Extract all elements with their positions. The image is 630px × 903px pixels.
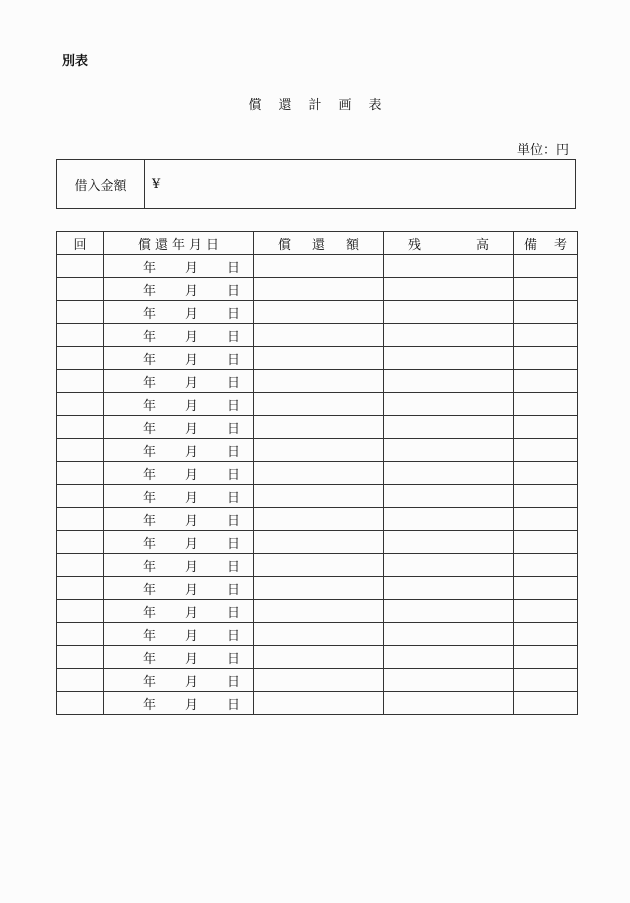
row-number-cell[interactable] — [57, 669, 104, 692]
row-number-cell[interactable] — [57, 439, 104, 462]
date-unit-label: 日 — [226, 582, 240, 598]
header-note-char: 備 — [524, 237, 538, 253]
table-row — [57, 393, 578, 416]
note-cell[interactable] — [514, 301, 578, 324]
date-unit-label: 月 — [184, 536, 198, 552]
repayment-amount-cell[interactable] — [254, 393, 384, 416]
repayment-date-cell[interactable] — [104, 393, 254, 416]
table-row — [57, 255, 578, 278]
row-number-cell[interactable] — [57, 393, 104, 416]
date-unit-label: 年 — [143, 559, 157, 575]
row-number-cell[interactable] — [57, 577, 104, 600]
table-row — [57, 577, 578, 600]
date-unit-label: 年 — [143, 444, 157, 460]
page-title: 償還計画表 — [248, 98, 399, 113]
table-row — [57, 324, 578, 347]
table-header-row — [57, 232, 578, 255]
date-unit-label: 日 — [226, 513, 240, 529]
row-number-cell[interactable] — [57, 692, 104, 715]
table-row — [57, 439, 578, 462]
table-row — [57, 646, 578, 669]
repayment-schedule-table — [56, 231, 578, 715]
date-unit-label: 日 — [226, 467, 240, 483]
date-unit-label: 年 — [143, 628, 157, 644]
date-unit-label: 月 — [184, 513, 198, 529]
repayment-date-cell[interactable] — [104, 485, 254, 508]
date-unit-label: 年 — [143, 283, 157, 299]
loan-amount-field[interactable]: ¥ — [152, 176, 161, 192]
repayment-amount-cell[interactable] — [254, 278, 384, 301]
balance-cell[interactable] — [384, 531, 514, 554]
date-unit-label: 日 — [226, 605, 240, 621]
balance-cell[interactable] — [384, 577, 514, 600]
date-unit-label: 年 — [143, 306, 157, 322]
table-row — [57, 416, 578, 439]
note-cell[interactable] — [514, 393, 578, 416]
date-unit-label: 年 — [143, 490, 157, 506]
repayment-date-cell[interactable] — [104, 554, 254, 577]
date-unit-label: 日 — [226, 559, 240, 575]
header-amount-char: 還 — [311, 237, 325, 253]
row-number-cell[interactable] — [57, 531, 104, 554]
note-cell[interactable] — [514, 462, 578, 485]
repayment-date-cell[interactable] — [104, 255, 254, 278]
note-cell[interactable] — [514, 278, 578, 301]
date-unit-label: 年 — [143, 605, 157, 621]
repayment-amount-cell[interactable] — [254, 347, 384, 370]
table-row — [57, 278, 578, 301]
header-date-char: 日 — [205, 237, 219, 253]
date-unit-label: 月 — [184, 375, 198, 391]
repayment-date-cell[interactable] — [104, 324, 254, 347]
note-cell[interactable] — [514, 485, 578, 508]
date-unit-label: 日 — [226, 306, 240, 322]
repayment-amount-cell[interactable] — [254, 692, 384, 715]
repayment-date-cell[interactable] — [104, 623, 254, 646]
date-unit-label: 年 — [143, 329, 157, 345]
date-unit-label: 月 — [184, 306, 198, 322]
row-number-cell[interactable] — [57, 301, 104, 324]
repayment-date-cell[interactable] — [104, 439, 254, 462]
balance-cell[interactable] — [384, 393, 514, 416]
note-cell[interactable] — [514, 347, 578, 370]
header-amount-char: 額 — [345, 237, 359, 253]
note-cell[interactable] — [514, 531, 578, 554]
row-number-cell[interactable] — [57, 370, 104, 393]
balance-cell[interactable] — [384, 255, 514, 278]
repayment-date-cell[interactable] — [104, 646, 254, 669]
note-cell[interactable] — [514, 324, 578, 347]
date-unit-label: 日 — [226, 444, 240, 460]
repayment-amount-cell[interactable] — [254, 508, 384, 531]
header-note-char: 考 — [553, 237, 567, 253]
date-unit-label: 日 — [226, 421, 240, 437]
balance-cell[interactable] — [384, 623, 514, 646]
note-cell[interactable] — [514, 416, 578, 439]
note-cell[interactable] — [514, 623, 578, 646]
repayment-amount-cell[interactable] — [254, 531, 384, 554]
row-number-cell[interactable] — [57, 416, 104, 439]
date-unit-label: 日 — [226, 490, 240, 506]
balance-cell[interactable] — [384, 301, 514, 324]
date-unit-label: 日 — [226, 398, 240, 414]
date-unit-label: 年 — [143, 375, 157, 391]
date-unit-label: 月 — [184, 582, 198, 598]
row-number-cell[interactable] — [57, 623, 104, 646]
date-unit-label: 年 — [143, 582, 157, 598]
repayment-date-cell[interactable] — [104, 692, 254, 715]
loan-amount-box — [56, 159, 576, 209]
date-unit-label: 年 — [143, 260, 157, 276]
repayment-amount-cell[interactable] — [254, 370, 384, 393]
table-row — [57, 347, 578, 370]
note-cell[interactable] — [514, 255, 578, 278]
schedule-rows — [57, 255, 578, 715]
date-unit-label: 月 — [184, 329, 198, 345]
date-unit-label: 日 — [226, 375, 240, 391]
balance-cell[interactable] — [384, 370, 514, 393]
date-unit-label: 日 — [226, 260, 240, 276]
date-unit-label: 日 — [226, 674, 240, 690]
date-unit-label: 年 — [143, 651, 157, 667]
row-number-cell[interactable] — [57, 255, 104, 278]
loan-amount-label: 借入金額 — [57, 160, 145, 208]
repayment-amount-cell[interactable] — [254, 439, 384, 462]
table-row — [57, 301, 578, 324]
repayment-amount-cell[interactable] — [254, 554, 384, 577]
balance-cell[interactable] — [384, 646, 514, 669]
repayment-amount-cell[interactable] — [254, 324, 384, 347]
note-cell[interactable] — [514, 508, 578, 531]
note-cell[interactable] — [514, 370, 578, 393]
table-row — [57, 462, 578, 485]
repayment-date-cell[interactable] — [104, 416, 254, 439]
repayment-amount-cell[interactable] — [254, 600, 384, 623]
table-row — [57, 600, 578, 623]
date-unit-label: 日 — [226, 536, 240, 552]
row-number-cell[interactable] — [57, 278, 104, 301]
date-unit-label: 月 — [184, 398, 198, 414]
note-cell[interactable] — [514, 439, 578, 462]
date-unit-label: 月 — [184, 283, 198, 299]
balance-cell[interactable] — [384, 485, 514, 508]
date-unit-label: 月 — [184, 421, 198, 437]
date-unit-label: 日 — [226, 697, 240, 713]
header-date-char: 月 — [188, 237, 202, 253]
header-balance — [384, 232, 514, 255]
date-unit-label: 日 — [226, 628, 240, 644]
date-unit-label: 日 — [226, 329, 240, 345]
repayment-date-cell[interactable] — [104, 278, 254, 301]
balance-cell[interactable] — [384, 692, 514, 715]
date-unit-label: 日 — [226, 651, 240, 667]
repayment-date-cell[interactable] — [104, 669, 254, 692]
header-balance-char: 残 — [408, 237, 422, 253]
table-row — [57, 669, 578, 692]
table-row — [57, 508, 578, 531]
repayment-amount-cell[interactable] — [254, 485, 384, 508]
date-unit-label: 年 — [143, 421, 157, 437]
date-unit-label: 月 — [184, 260, 198, 276]
repayment-amount-cell[interactable] — [254, 623, 384, 646]
repayment-date-cell[interactable] — [104, 508, 254, 531]
repayment-amount-cell[interactable] — [254, 462, 384, 485]
date-unit-label: 月 — [184, 628, 198, 644]
repayment-amount-cell[interactable] — [254, 646, 384, 669]
header-date-char: 償 — [138, 237, 152, 253]
balance-cell[interactable] — [384, 347, 514, 370]
date-unit-label: 年 — [143, 467, 157, 483]
repayment-amount-cell[interactable] — [254, 577, 384, 600]
table-row — [57, 531, 578, 554]
note-cell[interactable] — [514, 577, 578, 600]
repayment-amount-cell[interactable] — [254, 255, 384, 278]
date-unit-label: 年 — [143, 398, 157, 414]
repayment-date-cell[interactable] — [104, 577, 254, 600]
table-row — [57, 623, 578, 646]
date-unit-label: 年 — [143, 697, 157, 713]
balance-cell[interactable] — [384, 600, 514, 623]
date-unit-label: 月 — [184, 490, 198, 506]
row-number-cell[interactable] — [57, 485, 104, 508]
row-number-cell[interactable] — [57, 646, 104, 669]
repayment-amount-cell[interactable] — [254, 416, 384, 439]
header-number: 回 — [57, 232, 104, 255]
balance-cell[interactable] — [384, 554, 514, 577]
date-unit-label: 月 — [184, 467, 198, 483]
repayment-date-cell[interactable] — [104, 301, 254, 324]
annex-label: 別表 — [62, 54, 89, 69]
row-number-cell[interactable] — [57, 554, 104, 577]
repayment-amount-cell[interactable] — [254, 301, 384, 324]
repayment-date-cell[interactable] — [104, 531, 254, 554]
note-cell[interactable] — [514, 600, 578, 623]
balance-cell[interactable] — [384, 278, 514, 301]
repayment-date-cell[interactable] — [104, 347, 254, 370]
date-unit-label: 年 — [143, 674, 157, 690]
date-unit-label: 月 — [184, 559, 198, 575]
balance-cell[interactable] — [384, 462, 514, 485]
date-unit-label: 年 — [143, 513, 157, 529]
table-row — [57, 692, 578, 715]
balance-cell[interactable] — [384, 508, 514, 531]
row-number-cell[interactable] — [57, 600, 104, 623]
header-date — [104, 232, 254, 255]
row-number-cell[interactable] — [57, 324, 104, 347]
date-unit-label: 月 — [184, 444, 198, 460]
header-date-char: 還 — [154, 237, 168, 253]
note-cell[interactable] — [514, 646, 578, 669]
row-number-cell[interactable] — [57, 508, 104, 531]
date-unit-label: 年 — [143, 352, 157, 368]
table-row — [57, 485, 578, 508]
row-number-cell[interactable] — [57, 462, 104, 485]
repayment-date-cell[interactable] — [104, 370, 254, 393]
date-unit-label: 月 — [184, 697, 198, 713]
date-unit-label: 月 — [184, 674, 198, 690]
repayment-amount-cell[interactable] — [254, 669, 384, 692]
balance-cell[interactable] — [384, 416, 514, 439]
unit-label: 単位：円 — [516, 143, 569, 158]
header-amount — [254, 232, 384, 255]
balance-cell[interactable] — [384, 669, 514, 692]
date-unit-label: 日 — [226, 352, 240, 368]
date-unit-label: 月 — [184, 651, 198, 667]
date-unit-label: 年 — [143, 536, 157, 552]
note-cell[interactable] — [514, 554, 578, 577]
note-cell[interactable] — [514, 669, 578, 692]
table-row — [57, 554, 578, 577]
date-unit-label: 月 — [184, 352, 198, 368]
repayment-date-cell[interactable] — [104, 462, 254, 485]
header-amount-char: 償 — [278, 237, 292, 253]
date-unit-label: 月 — [184, 605, 198, 621]
header-date-char: 年 — [171, 237, 185, 253]
header-balance-char: 高 — [475, 237, 489, 253]
balance-cell[interactable] — [384, 324, 514, 347]
repayment-date-cell[interactable] — [104, 600, 254, 623]
header-note — [514, 232, 578, 255]
row-number-cell[interactable] — [57, 347, 104, 370]
table-row — [57, 370, 578, 393]
balance-cell[interactable] — [384, 439, 514, 462]
note-cell[interactable] — [514, 692, 578, 715]
date-unit-label: 日 — [226, 283, 240, 299]
